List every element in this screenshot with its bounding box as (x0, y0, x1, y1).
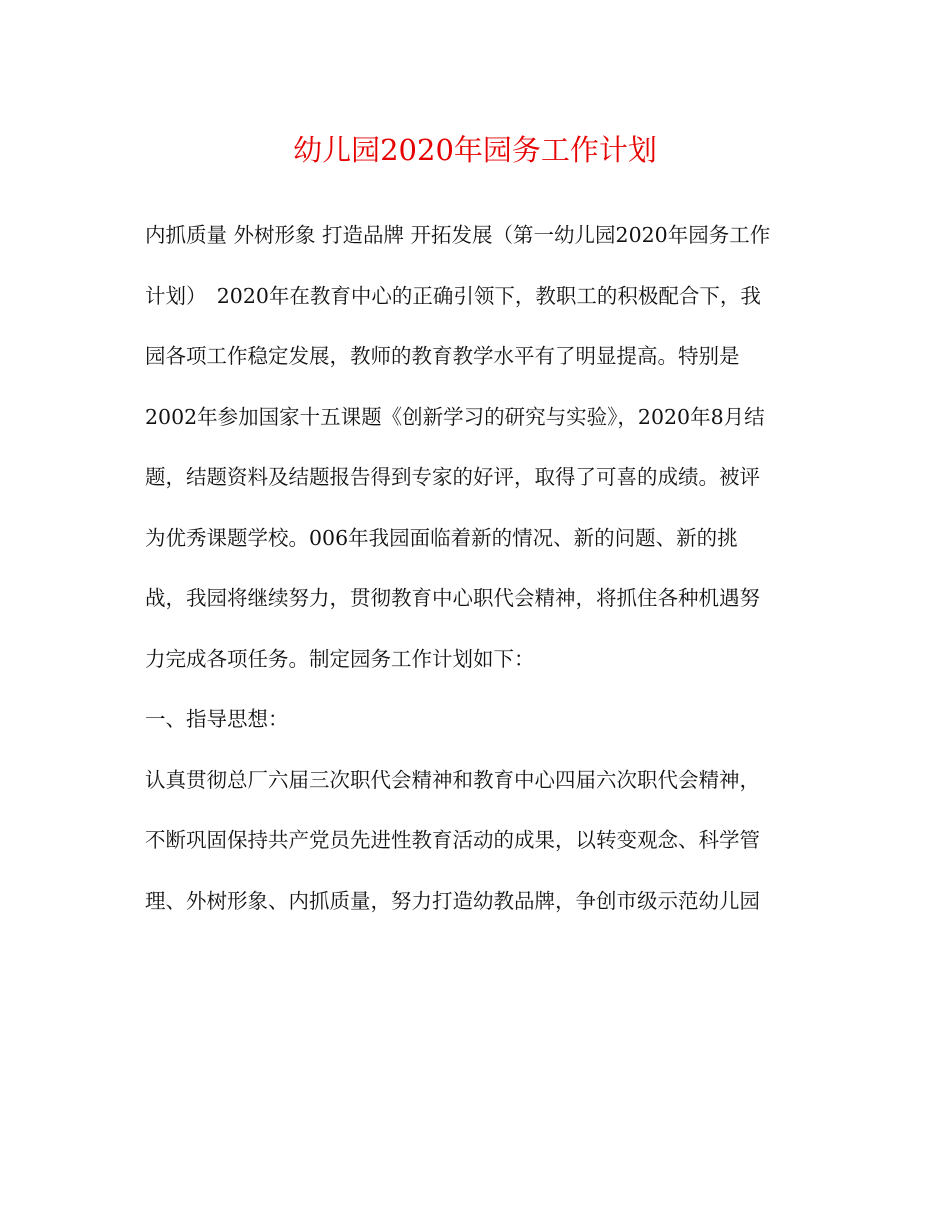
paragraph-line: 认真贯彻总厂六届三次职代会精神和教育中心四届六次职代会精神， (145, 767, 760, 792)
paragraph-line: 战，我园将继续努力，贯彻教育中心职代会精神，将抓住各种机遇努 (145, 586, 760, 610)
paragraph-line: 内抓质量 外树形象 打造品牌 开拓发展（第一幼儿园2020年园务工作 (145, 223, 771, 247)
paragraph-line: 为优秀课题学校。006年我园面临着新的情况、新的问题、新的挑 (145, 525, 738, 550)
paragraph-line: 园各项工作稳定发展，教师的教育教学水平有了明显提高。特别是 (145, 344, 740, 368)
paragraph-line: 2002年参加国家十五课题《创新学习的研究与实验》，2020年8月结 (145, 404, 765, 429)
paragraph-line: 题，结题资料及结题报告得到专家的好评，取得了可喜的成绩。被评 (145, 465, 760, 489)
document-body (145, 205, 815, 931)
paragraph-line: 力完成各项任务。制定园务工作计划如下： (145, 646, 535, 671)
paragraph-line: 理、外树形象、内抓质量，努力打造幼教品牌，争创市级示范幼儿园 (145, 888, 760, 913)
paragraph-line: 一、指导思想： (145, 707, 289, 731)
paragraph-line: 不断巩固保持共产党员先进性教育活动的成果，以转变观念、科学管 (145, 828, 760, 852)
document-title: 幼儿园2020年园务工作计划 (293, 133, 657, 167)
paragraph-line: 计划） 2020年在教育中心的正确引领下，教职工的积极配合下，我 (145, 283, 761, 308)
